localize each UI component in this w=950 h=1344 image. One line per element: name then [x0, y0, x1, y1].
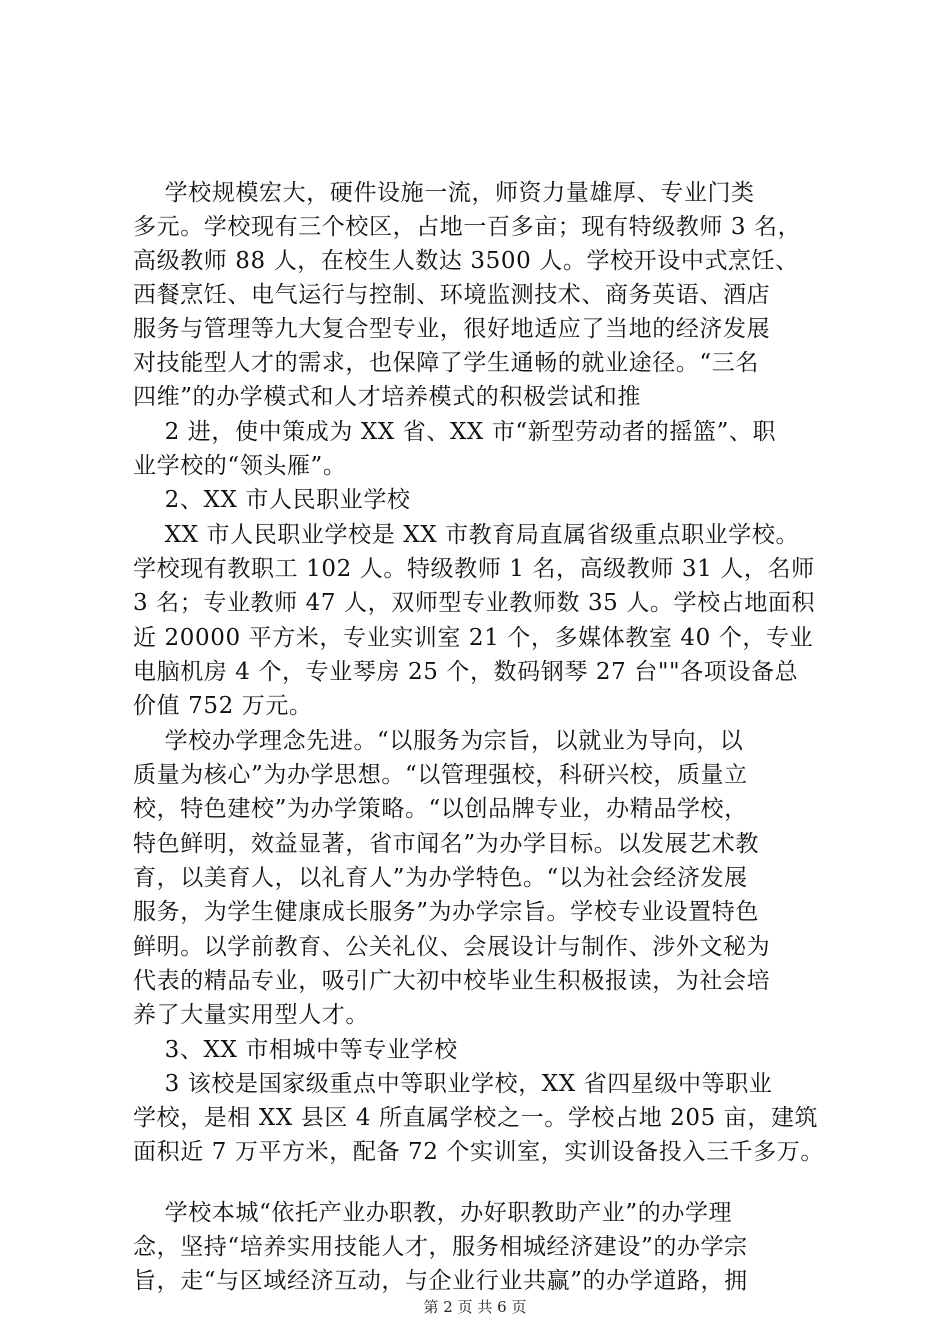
text-line: 3 名；专业教师 47 人，双师型专业教师数 35 人。学校占地面积 [133, 590, 816, 616]
text-line: 服务，为学生健康成长服务”为办学宗旨。学校专业设置特色 [133, 899, 759, 925]
text-line: 多元。学校现有三个校区，占地一百多亩；现有特级教师 3 名， [133, 214, 802, 240]
text-line: 育，以美育人，以礼育人”为办学特色。“以为社会经济发展 [133, 865, 748, 891]
text-line: 旨，走“与区域经济互动，与企业行业共赢”的办学道路，拥 [133, 1268, 748, 1294]
text-line: 鲜明。以学前教育、公关礼仪、会展设计与制作、涉外文秘为 [133, 934, 771, 960]
text-line: 学校规模宏大，硬件设施一流，师资力量雄厚、专业门类 [133, 180, 755, 206]
text-line: 学校本城“依托产业办职教，办好职教助产业”的办学理 [133, 1200, 733, 1226]
text-line: 学校现有教职工 102 人。特级教师 1 名，高级教师 31 人，名师 [133, 556, 815, 582]
page-number-footer: 第 2 页 共 6 页 [423, 1298, 527, 1316]
text-line: 电脑机房 4 个，专业琴房 25 个，数码钢琴 27 台""各项设备总 [133, 659, 799, 685]
text-line: 服务与管理等九大复合型专业，很好地适应了当地的经济发展 [133, 316, 771, 342]
section-heading: 3、XX 市相城中等专业学校 [133, 1037, 458, 1063]
text-line: 质量为核心”为办学思想。“以管理强校，科研兴校，质量立 [133, 762, 748, 788]
text-line: 校，特色建校”为办学策略。“以创品牌专业，办精品学校， [133, 796, 748, 822]
text-line: 念，坚持“培养实用技能人才，服务相城经济建设”的办学宗 [133, 1234, 748, 1260]
text-line: 对技能型人才的需求，也保障了学生通畅的就业途径。“三名 [133, 350, 759, 376]
text-line: XX 市人民职业学校是 XX 市教育局直属省级重点职业学校。 [133, 522, 800, 548]
text-line: 四维”的办学模式和人才培养模式的积极尝试和推 [133, 384, 641, 410]
section-heading: 2、XX 市人民职业学校 [133, 487, 411, 513]
text-line: 高级教师 88 人，在校生人数达 3500 人。学校开设中式烹饪、 [133, 248, 799, 274]
text-line: 价值 752 万元。 [133, 693, 313, 719]
text-line: 学校办学理念先进。“以服务为宗旨，以就业为导向，以 [133, 728, 744, 754]
text-line: 学校，是相 XX 县区 4 所直属学校之一。学校占地 205 亩，建筑 [133, 1105, 819, 1131]
text-line: 特色鲜明，效益显著，省市闻名”为办学目标。以发展艺术教 [133, 831, 759, 857]
text-line: 近 20000 平方米，专业实训室 21 个，多媒体教室 40 个，专业 [133, 625, 814, 651]
text-line: 代表的精品专业，吸引广大初中校毕业生积极报读，为社会培 [133, 968, 771, 994]
text-line: 业学校的“领头雁”。 [133, 453, 347, 479]
text-line: 养了大量实用型人才。 [133, 1002, 369, 1028]
text-line: 2 进，使中策成为 XX 省、XX 市“新型劳动者的摇篮”、职 [133, 419, 777, 445]
text-line: 西餐烹饪、电气运行与控制、环境监测技术、商务英语、酒店 [133, 282, 771, 308]
text-line: 3 该校是国家级重点中等职业学校，XX 省四星级中等职业 [133, 1071, 773, 1097]
text-line: 面积近 7 万平方米，配备 72 个实训室，实训设备投入三千多万。 [133, 1139, 824, 1165]
